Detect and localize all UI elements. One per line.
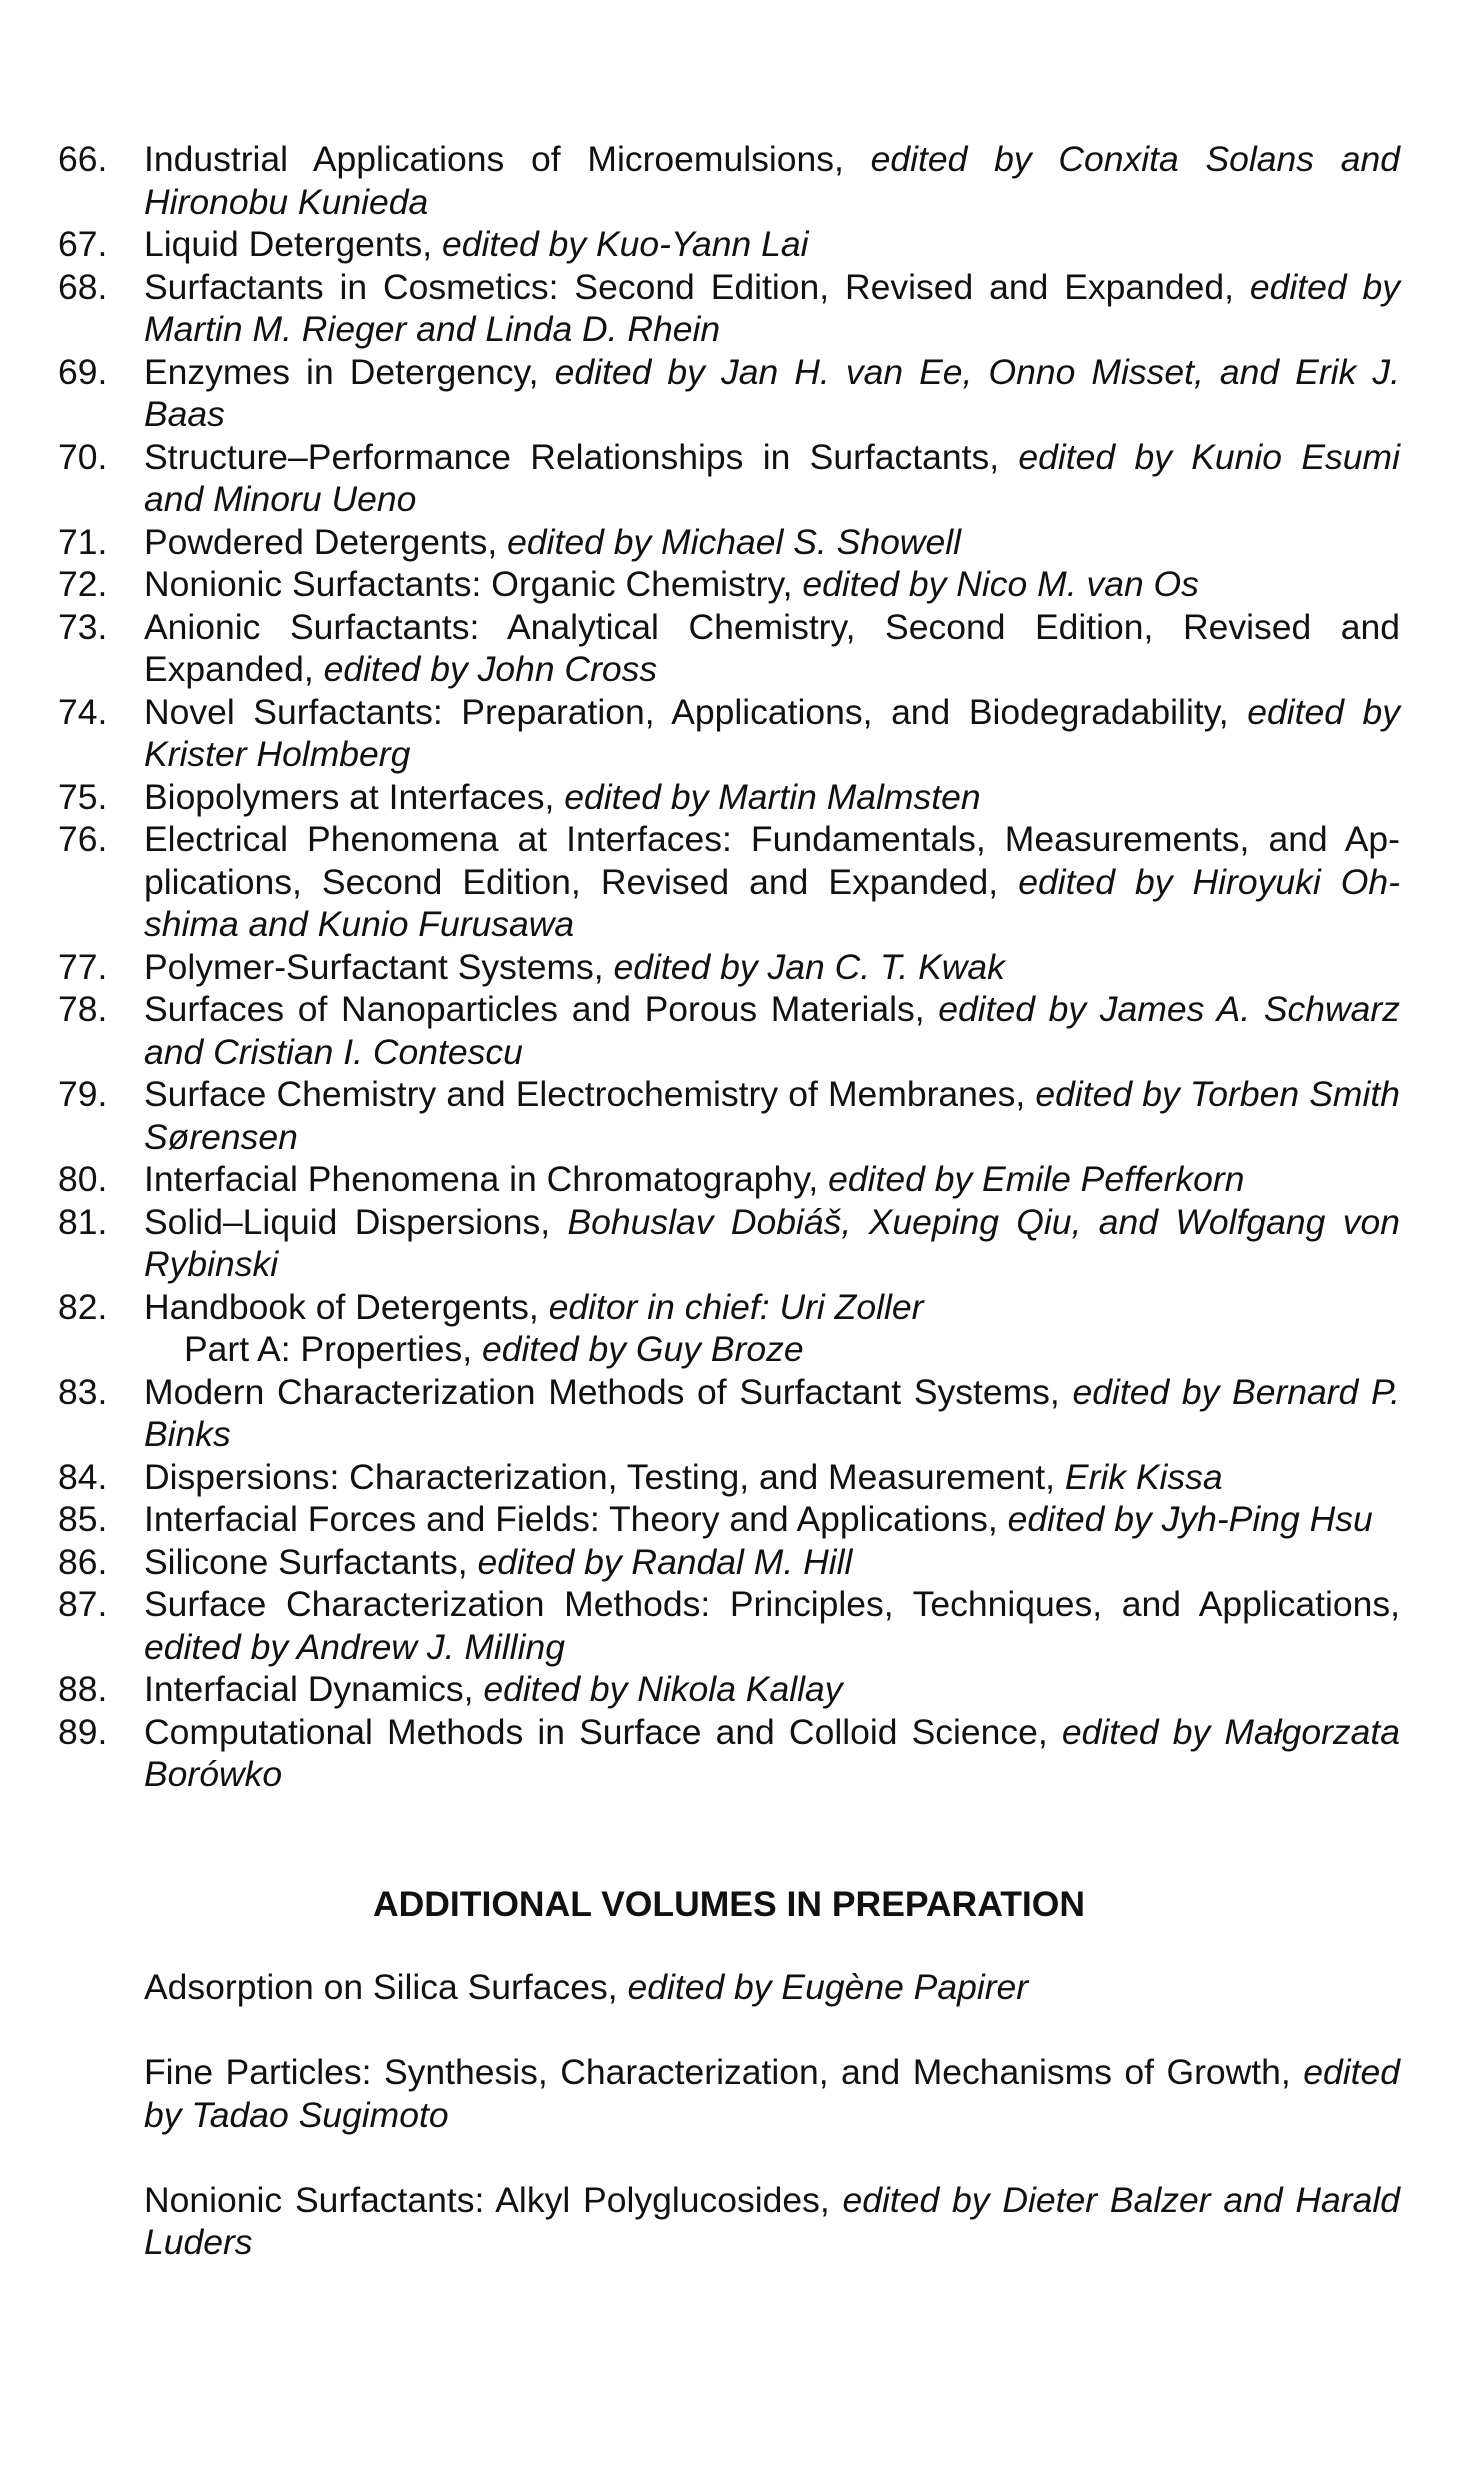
list-item xyxy=(58,1498,1400,1541)
volume-number: 86. xyxy=(58,1541,108,1582)
volume-title: Surfaces of Nanoparticles and Porous Materials, xyxy=(144,989,925,1029)
volume-title: Silicone Surfactants, xyxy=(144,1541,468,1582)
volume-title: Electrical Phenomena at Interfaces: Fundamentals, Measurements, and Ap-plications, Second Edition, Revised and Expanded, xyxy=(144,819,1400,902)
volume-part-title: Part A: Properties, xyxy=(184,1329,473,1369)
list-item xyxy=(58,521,1400,564)
list-item xyxy=(58,818,1400,946)
volume-number: 70. xyxy=(58,436,108,477)
volume-number: 68. xyxy=(58,266,108,307)
volume-number: 87. xyxy=(58,1584,108,1624)
additional-volumes-heading: ADDITIONAL VOLUMES IN PREPARATION xyxy=(373,1883,1085,1924)
list-item xyxy=(58,1158,1400,1201)
volume-title: Enzymes in Detergency, xyxy=(144,351,539,392)
volume-editor: edited by Nico M. van Os xyxy=(802,564,1199,604)
volume-editor: edited by Andrew J. Milling xyxy=(144,1626,565,1667)
volume-title: Liquid Detergents, xyxy=(144,224,433,264)
list-item xyxy=(144,2179,1400,2264)
volume-number: 82. xyxy=(58,1286,108,1327)
volume-title: Nonionic Surfactants: Alkyl Polyglucosides, xyxy=(144,2179,830,2220)
volume-editor: edited by Martin Malmsten xyxy=(564,776,981,817)
volume-title: Solid–Liquid Dispersions, xyxy=(144,1201,551,1242)
volume-editor: editor in chief: Uri Zoller xyxy=(548,1286,924,1327)
volume-editor: edited by Jan H. van Ee, Onno Misset, and Erik J. Baas xyxy=(144,351,1400,434)
list-item xyxy=(58,1371,1400,1456)
volume-title: Powdered Detergents, xyxy=(144,521,498,562)
volume-editor: edited by Jan C. T. Kwak xyxy=(613,946,1005,987)
volume-title: Surface Chemistry and Electrochemistry of Membranes, xyxy=(144,1074,1026,1114)
book-series-page xyxy=(58,138,1400,2306)
volume-editor: edited by Emile Pefferkorn xyxy=(828,1159,1245,1199)
volume-title: Adsorption on Silica Surfaces, xyxy=(144,1967,618,2007)
volume-editor: edited by Martin M. Rieger and Linda D. Rhein xyxy=(144,266,1400,349)
volume-number: 79. xyxy=(58,1074,108,1114)
volume-editor: edited by Michael S. Showell xyxy=(507,521,961,562)
volume-number: 77. xyxy=(58,946,108,987)
volume-editor: edited by Małgorzata Borówko xyxy=(144,1711,1400,1794)
volume-number: 76. xyxy=(58,819,108,859)
volume-number: 81. xyxy=(58,1201,108,1242)
volume-editor: edited by Tadao Sugimoto xyxy=(144,2052,1400,2135)
additional-volumes-list xyxy=(58,1966,1400,2264)
volume-number: 71. xyxy=(58,521,108,562)
list-item xyxy=(58,436,1400,521)
volume-title: Modern Characterization Methods of Surfactant Systems, xyxy=(144,1371,1060,1412)
volume-title: Nonionic Surfactants: Organic Chemistry, xyxy=(144,564,793,604)
list-item xyxy=(58,1073,1400,1158)
volume-editor: edited by Eugène Papirer xyxy=(627,1967,1029,2007)
volume-editor: edited by Kuo-Yann Lai xyxy=(442,224,809,264)
list-item xyxy=(58,1201,1400,1286)
volume-editor: Erik Kissa xyxy=(1064,1456,1223,1497)
volume-number: 69. xyxy=(58,351,108,392)
volume-editor: edited by Dieter Balzer and Harald Luders xyxy=(144,2179,1400,2262)
volume-number: 75. xyxy=(58,776,108,817)
volume-part xyxy=(144,1328,1400,1371)
volume-title: Anionic Surfactants: Analytical Chemistry, Second Edition, Revised and Expanded, xyxy=(144,606,1400,689)
volume-number: 84. xyxy=(58,1456,108,1497)
volume-number: 80. xyxy=(58,1159,108,1199)
volume-title: Interfacial Dynamics, xyxy=(144,1669,474,1709)
volume-title: Surfactants in Cosmetics: Second Edition, Revised and Expanded, xyxy=(144,266,1234,307)
volume-title: Surface Characterization Methods: Principles, Techniques, and Applications, xyxy=(144,1584,1400,1624)
volume-list xyxy=(58,138,1400,1796)
volume-title: Biopolymers at Interfaces, xyxy=(144,776,555,817)
volume-part-editor: edited by Guy Broze xyxy=(481,1329,804,1369)
volume-editor: edited by Bernard P. Binks xyxy=(144,1371,1400,1454)
volume-editor: edited by John Cross xyxy=(323,649,658,689)
volume-title: Interfacial Phenomena in Chromatography, xyxy=(144,1159,819,1199)
volume-editor: edited by Krister Holmberg xyxy=(144,691,1400,774)
volume-title: Dispersions: Characterization, Testing, and Measurement, xyxy=(144,1456,1055,1497)
volume-title: Novel Surfactants: Preparation, Applications, and Biodegradability, xyxy=(144,691,1229,732)
list-item xyxy=(58,223,1400,266)
list-item xyxy=(58,266,1400,351)
list-item xyxy=(144,1966,1400,2009)
volume-title: Industrial Applications of Microemulsions, xyxy=(144,139,844,179)
volume-number: 88. xyxy=(58,1669,108,1709)
list-item xyxy=(58,1286,1400,1371)
volume-number: 85. xyxy=(58,1499,108,1539)
list-item xyxy=(58,776,1400,819)
volume-editor: edited by Hiroyuki Oh-shima and Kunio Furusawa xyxy=(144,861,1400,944)
list-item xyxy=(58,691,1400,776)
list-item xyxy=(58,563,1400,606)
volume-number: 66. xyxy=(58,139,108,179)
list-item xyxy=(58,946,1400,989)
list-item xyxy=(58,351,1400,436)
volume-editor: edited by Randal M. Hill xyxy=(477,1541,853,1582)
volume-number: 73. xyxy=(58,606,108,647)
list-item xyxy=(58,606,1400,691)
list-item xyxy=(58,1583,1400,1668)
list-item xyxy=(58,138,1400,223)
volume-number: 72. xyxy=(58,564,108,604)
volume-title: Structure–Performance Relationships in Surfactants, xyxy=(144,436,1000,477)
list-item xyxy=(58,1541,1400,1584)
list-item xyxy=(58,988,1400,1073)
volume-number: 78. xyxy=(58,989,108,1029)
volume-editor: edited by Conxita Solans and Hironobu Kunieda xyxy=(144,139,1400,222)
volume-number: 74. xyxy=(58,691,108,732)
volume-editor: edited by Kunio Esumi and Minoru Ueno xyxy=(144,436,1400,519)
volume-title: Fine Particles: Synthesis, Characterization, and Mechanisms of Growth, xyxy=(144,2052,1291,2092)
volume-editor: Bohuslav Dobiáš, Xueping Qiu, and Wolfgang von Rybinski xyxy=(144,1201,1400,1284)
list-item xyxy=(58,1668,1400,1711)
list-item xyxy=(58,1456,1400,1499)
volume-title: Computational Methods in Surface and Colloid Science, xyxy=(144,1711,1048,1752)
volume-number: 67. xyxy=(58,224,108,264)
list-item xyxy=(144,2051,1400,2136)
volume-title: Interfacial Forces and Fields: Theory and Applications, xyxy=(144,1499,998,1539)
volume-editor: edited by Torben Smith Sørensen xyxy=(144,1074,1400,1157)
volume-title: Handbook of Detergents, xyxy=(144,1286,539,1327)
volume-editor: edited by Jyh-Ping Hsu xyxy=(1007,1499,1373,1539)
volume-editor: edited by Nikola Kallay xyxy=(483,1669,843,1709)
volume-number: 89. xyxy=(58,1711,108,1752)
list-item xyxy=(58,1711,1400,1796)
volume-title: Polymer-Surfactant Systems, xyxy=(144,946,604,987)
volume-editor: edited by James A. Schwarz and Cristian I. Contescu xyxy=(144,989,1400,1072)
volume-number: 83. xyxy=(58,1371,108,1412)
